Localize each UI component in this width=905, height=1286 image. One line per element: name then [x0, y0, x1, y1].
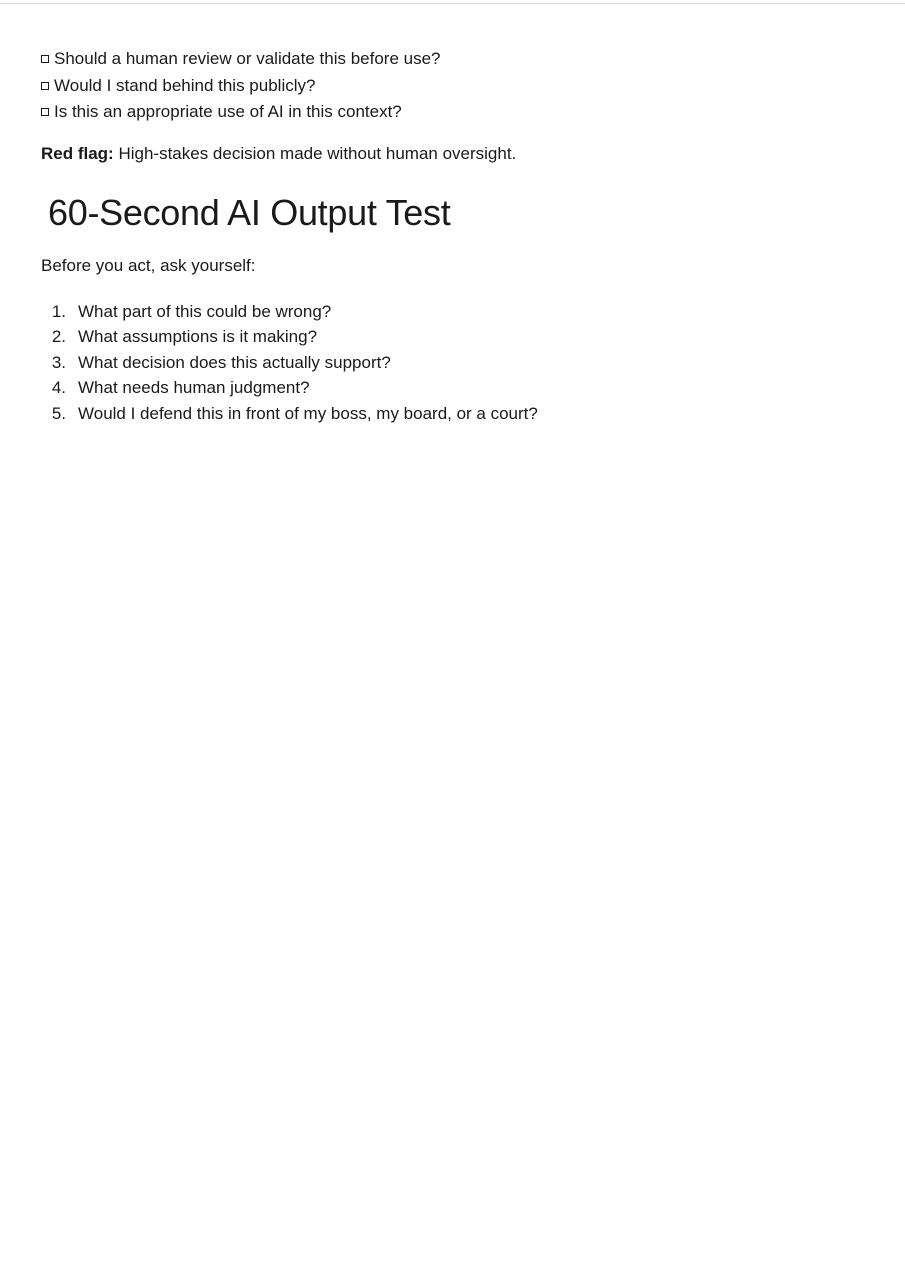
question-number: 5.: [51, 403, 66, 423]
checklist-item: [41, 46, 861, 73]
question-item: [41, 375, 861, 401]
top-divider: [0, 3, 905, 4]
question-text: What decision does this actually support?: [78, 352, 391, 372]
question-number: 4.: [51, 378, 66, 397]
question-number: 3.: [51, 352, 66, 372]
question-text: What assumptions is it making?: [78, 327, 318, 346]
question-number: 2.: [51, 327, 66, 346]
checklist-item: [41, 99, 861, 126]
checklist-item: [41, 73, 861, 100]
red-flag-label: Red flag:: [41, 143, 114, 163]
question-item: [41, 350, 861, 376]
question-text: What needs human judgment?: [78, 378, 310, 397]
red-flag-note: [41, 142, 861, 166]
question-item: [41, 299, 861, 325]
section-heading: 60-Second AI Output Test: [48, 191, 451, 233]
checkbox-icon: [41, 55, 49, 63]
question-number: 1.: [51, 301, 66, 321]
checklist-item-text: Would I stand behind this publicly?: [54, 75, 316, 95]
red-flag-text: High-stakes decision made without human oversight.: [113, 143, 517, 163]
checkbox-icon: [41, 82, 49, 90]
checkbox-icon: [41, 108, 49, 116]
document-body: [41, 46, 861, 426]
section-intro: Before you act, ask yourself:: [41, 255, 256, 275]
question-text: What part of this could be wrong?: [78, 301, 332, 321]
checklist: [41, 46, 861, 126]
question-list: [41, 299, 861, 427]
checklist-item-text: Is this an appropriate use of AI in this context?: [54, 102, 402, 121]
checklist-item-text: Should a human review or validate this before use?: [54, 49, 441, 68]
question-item: [41, 401, 861, 427]
question-item: [41, 324, 861, 350]
question-text: Would I defend this in front of my boss, my board, or a court?: [78, 403, 538, 423]
